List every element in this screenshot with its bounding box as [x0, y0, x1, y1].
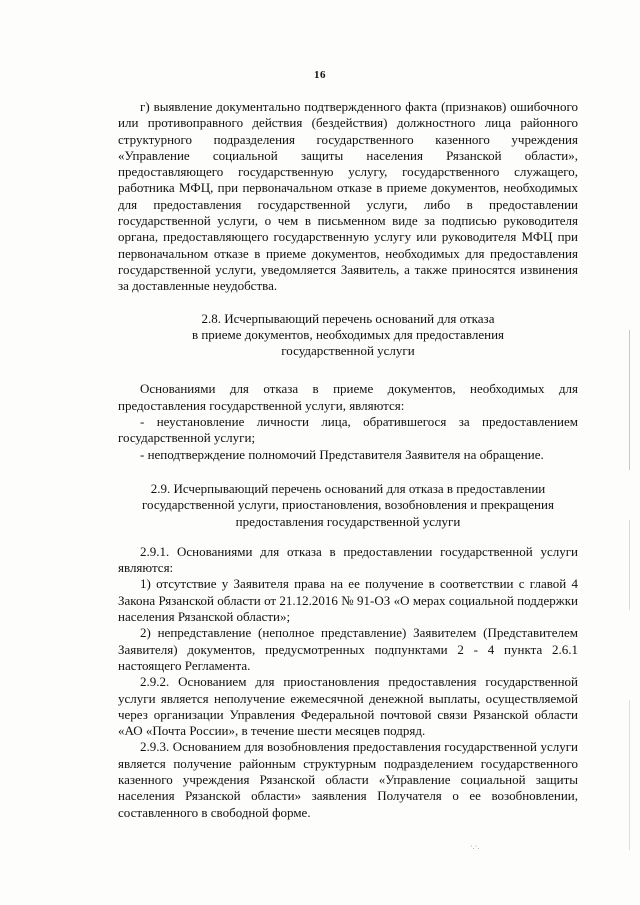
- section-2-8-item-1: - неустановление личности лица, обратившегося за предоставлением государственной услуги;: [118, 414, 578, 446]
- scan-edge-mark: [629, 700, 630, 850]
- scan-edge-mark: [629, 520, 630, 610]
- paragraph-2-9-3: 2.9.3. Основанием для возобновления предоставления государственной услуги является получение районным структурным подразделением государственного казенного учреждения Рязанской области «Управление социальной защиты населения Рязанской области» заявления Получателя о ее возобновлении, составленного в свободной форме.: [118, 739, 578, 820]
- section-2-9-1-item-1: 1) отсутствие у Заявителя права на ее получение в соответствии с главой 4 Закона Рязанской области от 21.12.2016 № 91-ОЗ «О мерах социальной поддержки населения Рязанской области»;: [118, 576, 578, 625]
- section-2-8-heading-line3: государственной услуги: [281, 343, 415, 359]
- section-2-9-heading-line3: предоставления государственной услуги: [235, 513, 461, 529]
- paragraph-g: г) выявление документально подтвержденного факта (признаков) ошибочного или противоправного действия (бездействия) должностного лица районного структурного подразделения государственного казенного учреждения «Управление социальной защиты населения Рязанской области», предоставляющего государственную услугу, государственного служащего, работника МФЦ, при первоначальном отказе в приеме документов, необходимых для предоставления государственной услуги, либо в предоставлении государственной услуги, о чем в письменном виде за подписью руководителя органа, предоставляющего государственную услугу или руководителя МФЦ при первоначальном отказе в приеме документов, необходимых для предоставления государственной услуги, уведомляется Заявитель, а также приносятся извинения за доставленные неудобства.: [118, 99, 578, 294]
- section-2-8-heading: [118, 311, 578, 360]
- section-2-8-heading-line1: 2.8. Исчерпывающий перечень оснований для отказа: [201, 310, 495, 326]
- page-number: 16: [314, 69, 326, 81]
- section-2-9-heading-line1: 2.9. Исчерпывающий перечень оснований для отказа в предоставлении: [150, 480, 546, 496]
- scan-edge-mark: [629, 330, 630, 470]
- section-2-9-1-item-2: 2) непредставление (неполное представление) Заявителем (Представителем Заявителя) документов, предусмотренных подпунктами 2 - 4 пункта 2.6.1 настоящего Регламента.: [118, 625, 578, 673]
- paragraph-2-9-1: 2.9.1. Основаниями для отказа в предоставлении государственной услуги являются:: [118, 543, 578, 576]
- scan-speck: ·.·.: [470, 842, 480, 851]
- section-2-8-heading-line2: в приеме документов, необходимых для предоставления: [191, 326, 505, 342]
- section-2-8-intro: Основаниями для отказа в приеме документов, необходимых для предоставления государственной услуги, являются:: [118, 381, 578, 413]
- paragraph-2-9-2: 2.9.2. Основанием для приостановления предоставления государственной услуги является неполучение ежемесячной денежной выплаты, осуществляемой через организации Управления Федеральной почтовой связи Рязанской области «АО «Почта России», в течение шести месяцев подряд.: [118, 674, 578, 739]
- section-2-8-item-2: - неподтверждение полномочий Представителя Заявителя на обращение.: [140, 446, 544, 462]
- section-2-9-heading: [118, 481, 578, 530]
- document-body: [118, 99, 578, 821]
- section-2-9-heading-line2: государственной услуги, приостановления, возобновления и прекращения: [142, 497, 554, 513]
